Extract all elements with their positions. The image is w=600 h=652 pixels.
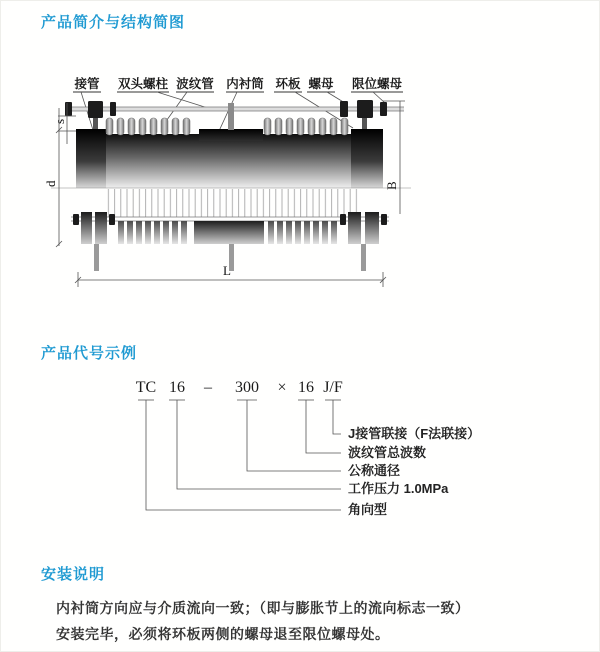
dim-b-letter: B xyxy=(384,181,399,190)
dim-d-letter: d xyxy=(43,180,58,187)
lower-external-view xyxy=(71,189,389,271)
label-limit-nut: 限位螺母 xyxy=(351,77,403,91)
dimension-d xyxy=(43,108,62,247)
callout-waves: 波纹管总波数 xyxy=(348,445,427,460)
label-bellows: 波纹管 xyxy=(176,77,214,91)
code-waves: 16 xyxy=(298,379,314,396)
section-title-install: 安装说明 xyxy=(41,566,106,583)
pipe-end-right xyxy=(351,129,383,188)
code-callouts xyxy=(348,426,480,517)
tie-rod-upper xyxy=(67,107,404,111)
code-conn: J/F xyxy=(323,379,343,396)
code-dash: – xyxy=(204,379,212,396)
label-liner: 内衬筒 xyxy=(226,77,264,91)
bellows-body xyxy=(106,134,351,188)
diagram-part-labels xyxy=(73,76,403,92)
liner-section xyxy=(199,129,263,141)
bellows-hatch-lines xyxy=(106,189,361,217)
liner-lower-section xyxy=(194,221,264,244)
label-stud: 双头螺柱 xyxy=(117,77,169,91)
dimension-b xyxy=(383,101,405,214)
code-segments xyxy=(136,379,343,396)
bellows-pins-left xyxy=(106,118,190,135)
callout-type: 角向型 xyxy=(348,502,388,517)
callout-conn: J接管联接（F法联接） xyxy=(348,426,481,441)
install-instructions xyxy=(56,595,470,647)
code-diameter: 300 xyxy=(235,379,259,396)
label-pipe: 接管 xyxy=(74,77,100,91)
code-callout-lines xyxy=(146,400,341,510)
callout-pressure: 工作压力 1.0MPa xyxy=(348,481,449,496)
code-model: TC xyxy=(135,379,157,396)
upper-cross-section xyxy=(76,103,383,188)
dimension-l xyxy=(75,263,386,287)
dim-s-letter: s xyxy=(52,118,67,124)
dim-l-letter: L xyxy=(223,263,231,278)
code-times: × xyxy=(277,379,287,396)
callout-diameter: 公称通径 xyxy=(348,463,401,478)
section-title-intro: 产品简介与结构简图 xyxy=(41,14,186,31)
liner-anchor-pin xyxy=(228,103,234,130)
code-pressure: 16 xyxy=(169,379,185,396)
structure-diagram xyxy=(31,56,491,298)
install-line-1: 内衬筒方向应与介质流向一致；（即与膨胀节上的流向标志一致） xyxy=(56,600,470,616)
label-ring-plate: 环板 xyxy=(275,77,301,91)
install-line-2: 安装完毕，必须将环板两侧的螺母退至限位螺母处。 xyxy=(56,626,390,642)
section-title-code: 产品代号示例 xyxy=(41,345,138,362)
bellows-pins-right xyxy=(264,118,348,135)
product-code-diagram xyxy=(71,375,551,530)
bellows-bars-lower-right xyxy=(268,221,337,244)
pipe-end-left xyxy=(76,129,106,188)
bellows-bars-lower-left xyxy=(118,221,187,244)
label-nut: 螺母 xyxy=(308,77,334,91)
